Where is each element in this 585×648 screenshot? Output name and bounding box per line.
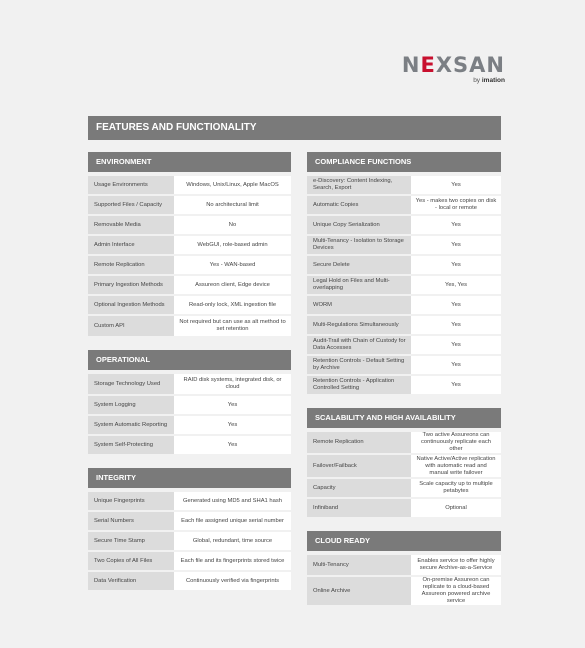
table-row [88, 296, 291, 314]
table-row [307, 296, 501, 314]
feature-value: Yes [411, 216, 501, 234]
feature-table [88, 372, 291, 456]
feature-label: Online Archive [307, 577, 411, 605]
feature-value: Continuously verified via fingerprints [174, 572, 291, 590]
feature-label: WORM [307, 296, 411, 314]
feature-label: Two Copies of All Files [88, 552, 174, 570]
feature-value: Yes [174, 396, 291, 414]
table-row [307, 577, 501, 605]
section-cloud-ready [307, 531, 501, 607]
table-row [307, 555, 501, 575]
table-row [88, 396, 291, 414]
feature-label: Removable Media [88, 216, 174, 234]
table-row [88, 512, 291, 530]
table-row [307, 336, 501, 354]
table-row [307, 236, 501, 254]
table-row [88, 276, 291, 294]
company-logo [402, 54, 505, 84]
table-row [88, 256, 291, 274]
feature-value: Each file assigned unique serial number [174, 512, 291, 530]
table-row [307, 479, 501, 497]
feature-label: Multi-Tenancy - Isolation to Storage Devices [307, 236, 411, 254]
feature-label: Legal Hold on Files and Multi-overlapping [307, 276, 411, 294]
section-heading: ENVIRONMENT [88, 152, 291, 172]
feature-label: Secure Time Stamp [88, 532, 174, 550]
table-row [307, 176, 501, 194]
feature-value: Yes [411, 176, 501, 194]
feature-value: Windows, Unix/Linux, Apple MacOS [174, 176, 291, 194]
feature-value: No architectural limit [174, 196, 291, 214]
table-row [88, 416, 291, 434]
feature-value: Yes [411, 236, 501, 254]
feature-value: On-premise Assureon can replicate to a cloud-based Assureon powered archive service [411, 577, 501, 605]
section-heading: INTEGRITY [88, 468, 291, 488]
feature-label: Unique Copy Serialization [307, 216, 411, 234]
feature-label: Primary Ingestion Methods [88, 276, 174, 294]
feature-label: Secure Delete [307, 256, 411, 274]
feature-value: Yes [174, 436, 291, 454]
feature-value: Yes [174, 416, 291, 434]
feature-value: Two active Assureons can continuously replicate each other [411, 432, 501, 453]
feature-table [307, 174, 501, 396]
table-row [307, 216, 501, 234]
feature-label: Failover/Failback [307, 455, 411, 477]
logo-wordmark: NEXSAN [401, 53, 505, 77]
feature-value: Enables service to offer highly secure Archive-as-a-Service [411, 555, 501, 575]
feature-value: Yes [411, 256, 501, 274]
feature-label: Custom API [88, 316, 174, 336]
feature-value: Generated using MD5 and SHA1 hash [174, 492, 291, 510]
table-row [88, 572, 291, 590]
feature-value: Yes [411, 336, 501, 354]
feature-label: Remote Replication [307, 432, 411, 453]
feature-label: Multi-Tenancy [307, 555, 411, 575]
feature-label: Multi-Regulations Simultaneously [307, 316, 411, 334]
feature-label: Unique Fingerprints [88, 492, 174, 510]
feature-value: WebGUI, role-based admin [174, 236, 291, 254]
page-title: FEATURES AND FUNCTIONALITY [88, 116, 501, 140]
feature-label: Retention Controls - Application Controlled Setting [307, 376, 411, 394]
section-heading: SCALABILITY AND HIGH AVAILABILITY [307, 408, 501, 428]
feature-value: Yes [411, 316, 501, 334]
feature-label: Optional Ingestion Methods [88, 296, 174, 314]
section-heading: COMPLIANCE FUNCTIONS [307, 152, 501, 172]
feature-value: Yes - WAN-based [174, 256, 291, 274]
feature-label: System Self-Protecting [88, 436, 174, 454]
table-row [88, 176, 291, 194]
table-row [88, 196, 291, 214]
feature-value: No [174, 216, 291, 234]
feature-label: Capacity [307, 479, 411, 497]
section-heading: CLOUD READY [307, 531, 501, 551]
feature-label: Data Verification [88, 572, 174, 590]
feature-label: Usage Environments [88, 176, 174, 194]
table-row [88, 316, 291, 336]
feature-label: System Automatic Reporting [88, 416, 174, 434]
feature-label: System Logging [88, 396, 174, 414]
table-row [307, 356, 501, 374]
feature-value: Yes [411, 376, 501, 394]
table-row [307, 432, 501, 453]
table-row [88, 236, 291, 254]
feature-value: Each file and its fingerprints stored twice [174, 552, 291, 570]
table-row [88, 374, 291, 394]
table-row [88, 532, 291, 550]
table-row [307, 256, 501, 274]
section-integrity [88, 468, 291, 592]
feature-value: Yes - makes two copies on disk - local or remote [411, 196, 501, 214]
feature-value: Native Active/Active replication with automatic read and manual write failover [411, 455, 501, 477]
feature-table [88, 174, 291, 338]
feature-table [307, 430, 501, 519]
table-row [88, 216, 291, 234]
table-row [307, 499, 501, 517]
feature-value: Scale capacity up to multiple petabytes [411, 479, 501, 497]
section-environment [88, 152, 291, 338]
feature-value: Not required but can use as alt method to set retention [174, 316, 291, 336]
feature-table [307, 553, 501, 607]
feature-value: Yes, Yes [411, 276, 501, 294]
left-column [88, 152, 291, 604]
feature-value: Global, redundant, time source [174, 532, 291, 550]
feature-label: Infiniband [307, 499, 411, 517]
table-row [307, 376, 501, 394]
table-row [88, 436, 291, 454]
feature-value: Read-only lock, XML ingestion file [174, 296, 291, 314]
feature-label: Retention Controls - Default Setting by Archive [307, 356, 411, 374]
feature-label: Serial Numbers [88, 512, 174, 530]
feature-value: RAID disk systems, integrated disk, or cloud [174, 374, 291, 394]
section-operational [88, 350, 291, 456]
logo-tagline: by imation [473, 77, 505, 84]
section-compliance-functions [307, 152, 501, 396]
feature-label: Admin Interface [88, 236, 174, 254]
table-row [88, 492, 291, 510]
feature-value: Assureon client, Edge device [174, 276, 291, 294]
table-row [307, 316, 501, 334]
feature-label: e-Discovery: Content Indexing, Search, Export [307, 176, 411, 194]
feature-label: Supported Files / Capacity [88, 196, 174, 214]
table-row [88, 552, 291, 570]
table-row [307, 455, 501, 477]
feature-label: Audit-Trail with Chain of Custody for Data Accesses [307, 336, 411, 354]
feature-label: Automatic Copies [307, 196, 411, 214]
feature-value: Yes [411, 296, 501, 314]
feature-value: Optional [411, 499, 501, 517]
table-row [307, 276, 501, 294]
table-row [307, 196, 501, 214]
right-column [307, 152, 501, 619]
feature-value: Yes [411, 356, 501, 374]
feature-table [88, 490, 291, 592]
feature-label: Storage Technology Used [88, 374, 174, 394]
section-scalability-and-high-availability [307, 408, 501, 519]
feature-label: Remote Replication [88, 256, 174, 274]
section-heading: OPERATIONAL [88, 350, 291, 370]
